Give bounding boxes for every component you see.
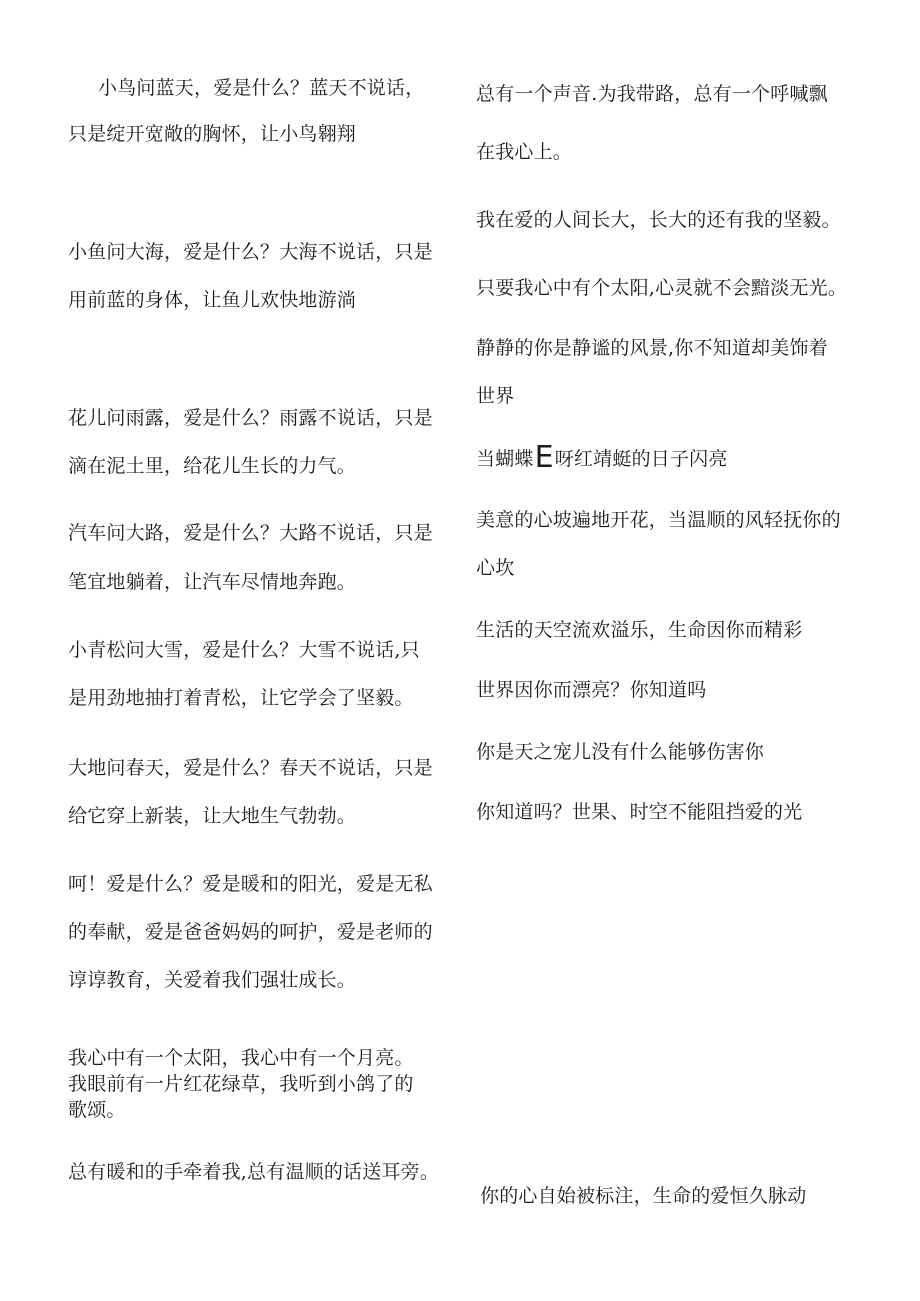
text-line: 花儿问雨露，爱是什么？雨露不说话，只是 [68, 407, 433, 429]
text-line: 是用劲地抽打着青松，让它学会了坚毅。 [68, 687, 414, 709]
text-line: 小青松问大雪，爱是什么？大雪不说话,只 [68, 639, 420, 661]
text-line: 世界 [476, 385, 515, 407]
text-line: 用前蓝的身体，让鱼儿欢快地游淌 [68, 289, 357, 311]
text-line: 静静的你是静谧的风景,你不知道却美饰着 [476, 337, 828, 359]
text-line: 的奉献，爱是爸爸妈妈的呵护，爱是老师的 [68, 921, 433, 943]
text-line: 歌颂。 [68, 1099, 126, 1121]
text-fragment: 当蝴蝶 [476, 448, 534, 470]
stray-letter-e: E [534, 440, 554, 475]
text-line: 呵！爱是什么？爱是暖和的阳光，爱是无私 [68, 873, 433, 895]
text-line: 小鸟问蓝天，爱是什么？蓝天不说话， [98, 77, 425, 99]
text-line: 美意的心坡遍地开花，当温顺的风轻抚你的 [476, 509, 841, 531]
text-line: 总有暖和的手牵着我,总有温顺的话送耳旁。 [68, 1161, 440, 1183]
text-line [476, 440, 728, 475]
text-line: 总有一个声音.为我带路，总有一个呼喊飘 [476, 83, 828, 105]
text-line: 给它穿上新装，让大地生气勃勃。 [68, 805, 357, 827]
text-line: 你是天之宠儿没有什么能够伤害你 [476, 741, 765, 763]
text-line: 我心中有一个太阳，我心中有一个月亮。 [68, 1047, 414, 1069]
text-line: 在我心上。 [476, 141, 573, 163]
text-line: 滴在泥土里，给花儿生长的力气。 [68, 455, 357, 477]
text-fragment: 呀红靖蜓的日子闪亮 [554, 448, 728, 470]
text-line: 大地问春天，爱是什么？春天不说话，只是 [68, 757, 433, 779]
text-line: 汽车问大路，爱是什么？大路不说话，只是 [68, 522, 433, 544]
text-line: 你知道吗？世果、时空不能阻挡爱的光 [476, 801, 803, 823]
text-line: 生活的天空流欢溢乐，生命因你而精彩 [476, 619, 803, 641]
text-line: 笔宜地躺着，让汽车尽情地奔跑。 [68, 571, 357, 593]
text-line: 心坎 [476, 557, 515, 579]
text-line: 只要我心中有个太阳,心灵就不会黯淡无光。 [476, 277, 848, 299]
text-line: 你的心自始被标注，生命的爱恒久脉动 [480, 1185, 807, 1207]
text-line: 我眼前有一片红花绿草，我听到小鸽了的 [68, 1073, 414, 1095]
text-line: 只是绽开宽敞的胸怀，让小鸟翱翔 [68, 123, 357, 145]
text-line: 我在爱的人间长大，长大的还有我的坚毅。 [476, 209, 841, 231]
text-line: 小鱼问大海，爱是什么？大海不说话，只是 [68, 241, 433, 263]
text-line: 谆谆教育，关爱着我们强壮成长。 [68, 969, 357, 991]
text-line: 世界因你而漂亮？你知道吗 [476, 679, 707, 701]
